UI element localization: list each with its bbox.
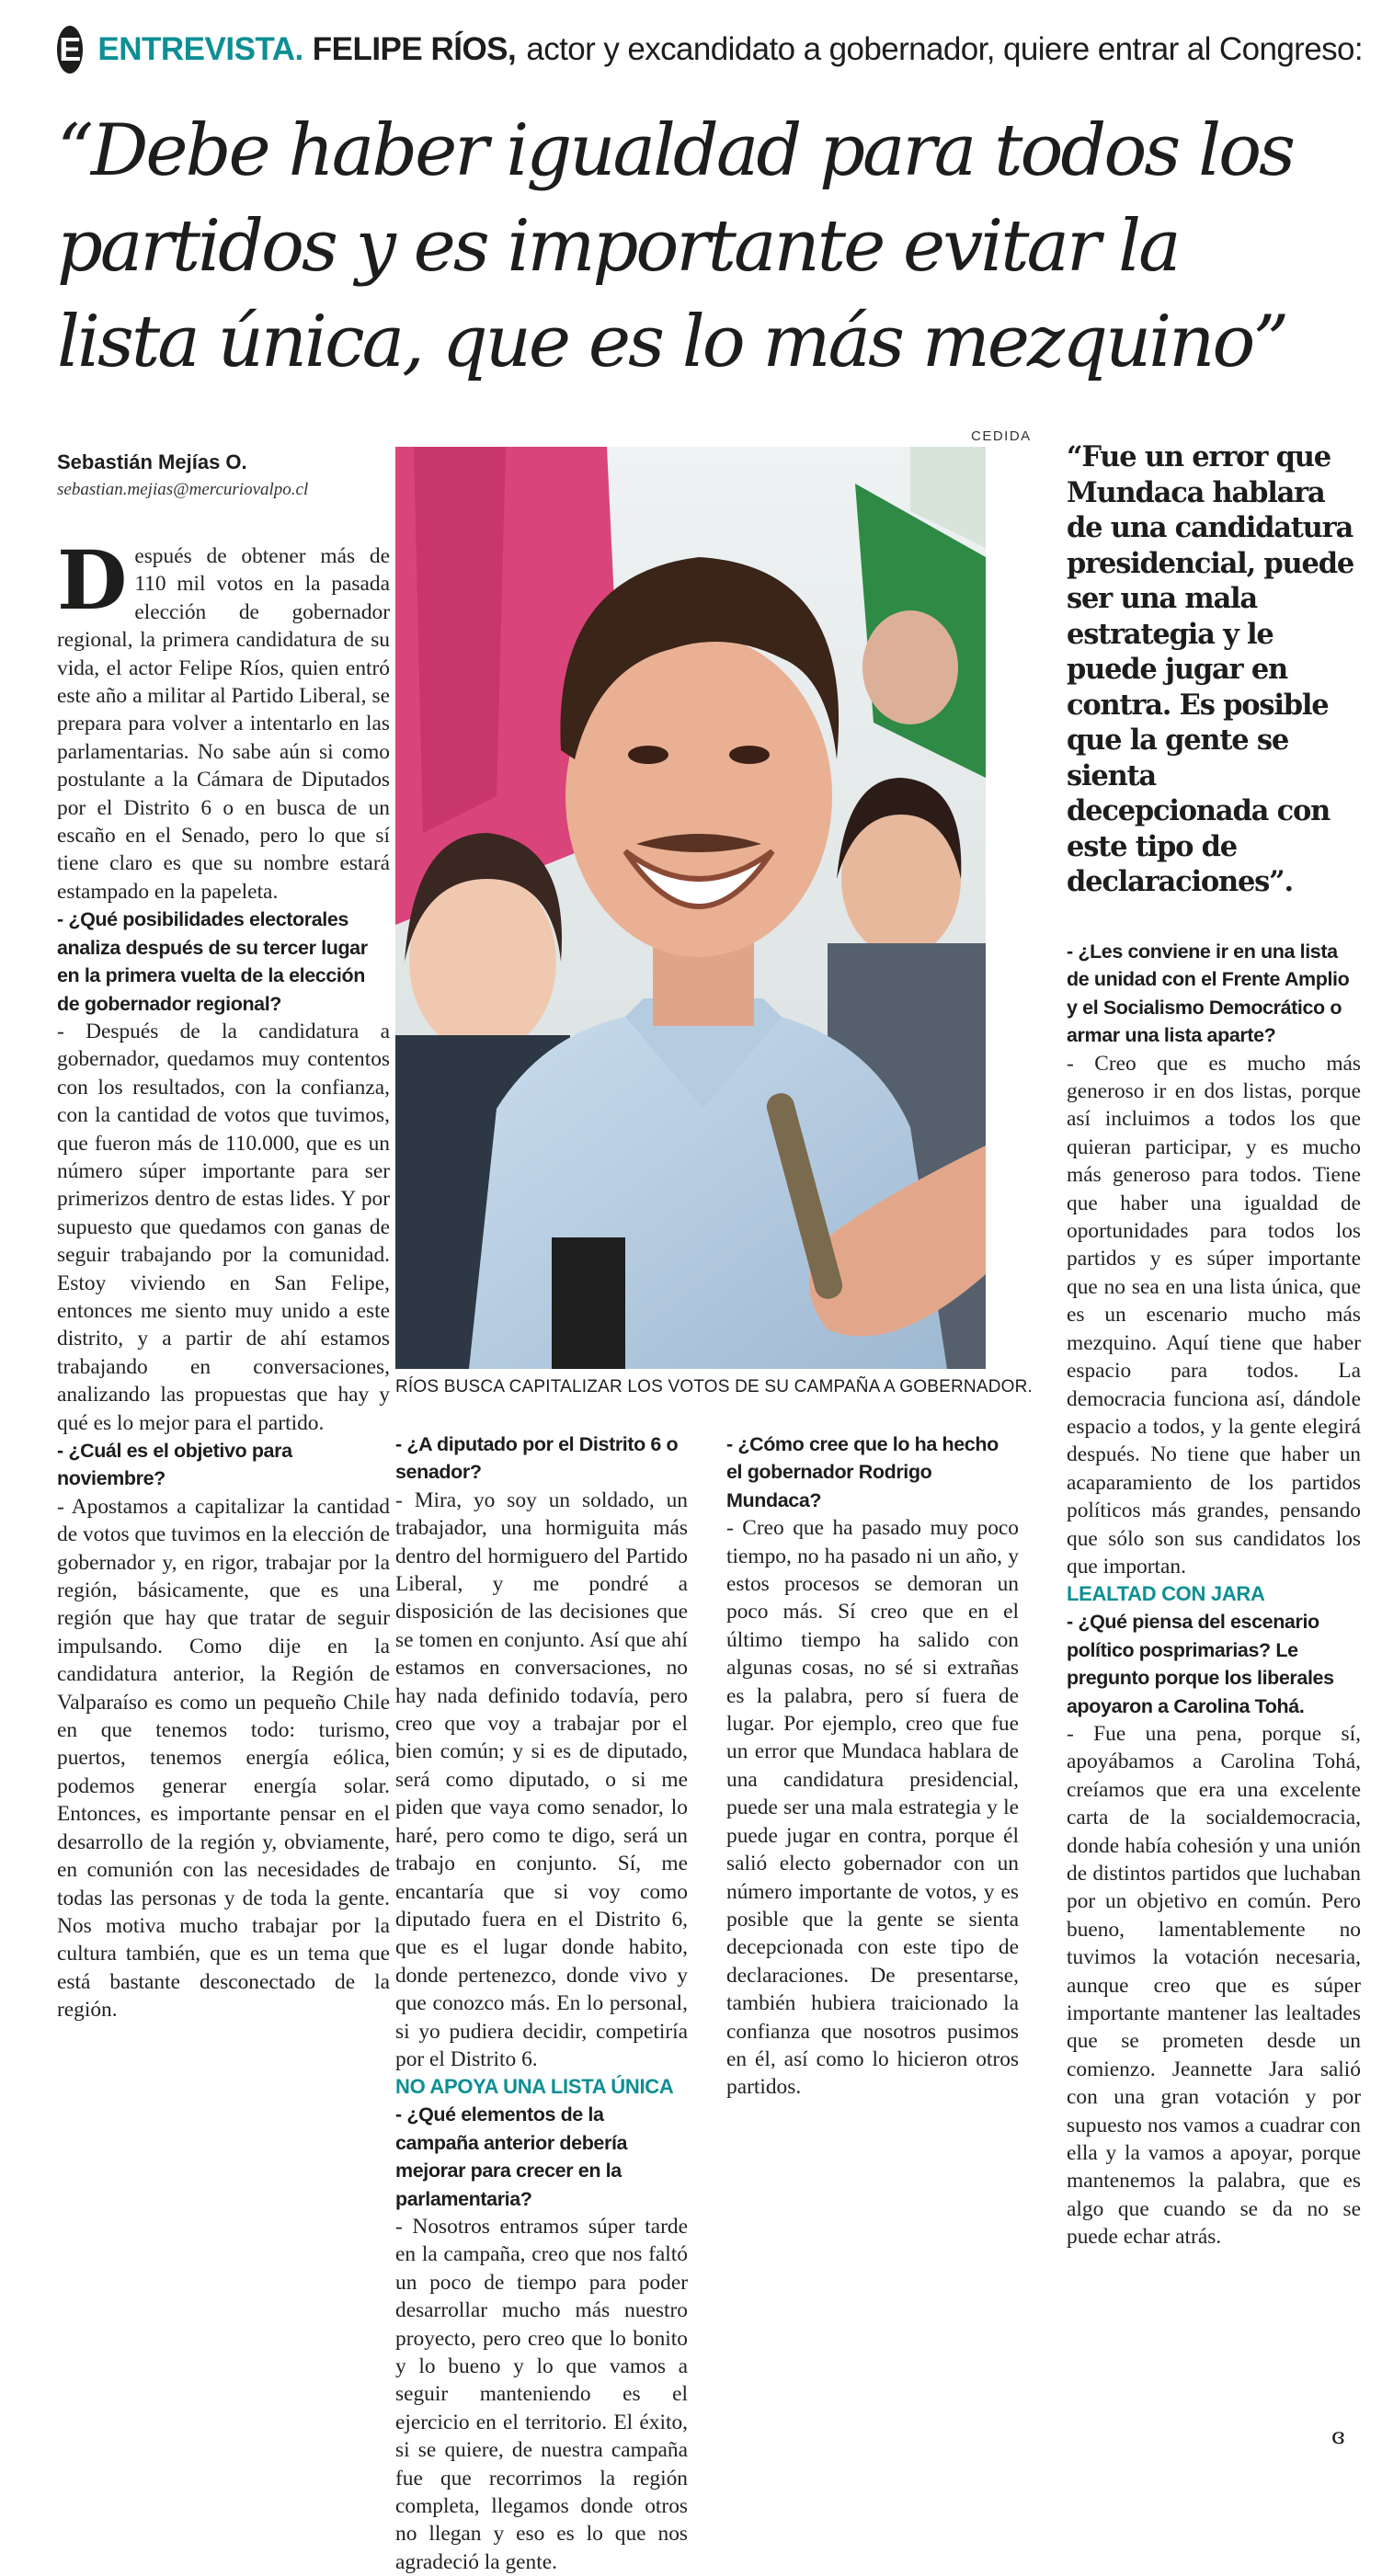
answer-3: - Mira, yo soy un soldado, un trabajador, una hormiguita más dentro del hormiguero del Partido Liberal, y me pondré a disposición de las decisiones que se tomen en conjunto. Así que ahí estamos en conversaciones, no hay nada definido todavía, pero creo que voy a trabajar por el bien común; y si es de diputado, será como diputado, o si me piden que vaya como senador, lo haré, pero como te digo, será un trabajo en conjunto. Sí, me encantaría que si voy como diputado fuera en el Distrito 6, que es el lugar donde habito, donde pertenezco, donde vivo y que conozco más. En lo personal, si yo pudiera decidir, competiría por el Distrito 6. (395, 1487, 688, 2071)
question-5: - ¿Cómo cree que lo ha hecho el gobernador Rodrigo Mundaca? (726, 1433, 999, 1511)
drop-cap: D (57, 532, 128, 628)
section-label: ENTREVISTA. (97, 31, 303, 67)
answer-4: - Nosotros entramos súper tarde en la campaña, creo que nos faltó un poco de tiempo para poder desarrollar mucho más nuestro proyecto, pero creo que lo bonito y lo bueno y lo que vamos a seguir manteniendo es el ejercicio en el territorio. El éxito, si se quiere, de nuestra campaña fue que recorrimos la región completa, llegamos donde otros no llegan y eso es lo que nos agradeció la gente. (395, 2214, 688, 2574)
kicker-line (57, 22, 1363, 77)
headline-line-2: partidos y es importante evitar la (57, 205, 1179, 288)
subheading-lealtad: LEALTAD CON JARA (1067, 1582, 1265, 1606)
lead-paragraph: Después de obtener más de 110 mil votos en la pasada elección de gobernador regional, la primera candidatura de su vida, el actor Felipe Ríos, quien entró este año a militar al Partido Liberal, se prepara para volver a intentarlo en las parlamentarias. No sabe aún si como postulante a la Cámara de Diputados por el Distrito 6 o en busca de un escaño en el Senado, pero lo que sí tiene claro es que su nombre estará estampado en la papeleta. (57, 532, 390, 904)
photo-illustration (395, 447, 986, 1369)
question-1: - ¿Qué posibilidades electorales analiza después de su tercer lugar en la primera vuelta de la elección de gobernador regional? (57, 908, 368, 1015)
article-column-4 (1067, 938, 1361, 2251)
headline-line-3: lista única, que es lo más mezquino” (57, 301, 1287, 383)
interview-photo (395, 447, 986, 1369)
headline (57, 103, 1344, 390)
question-6: - ¿Les conviene ir en una lista de unidad con el Frente Amplio y el Socialismo Democrático o armar una lista aparte? (1067, 940, 1350, 1047)
photo-caption: RÍOS BUSCA CAPITALIZAR LOS VOTOS DE SU CAMPAÑA A GOBERNADOR. (395, 1377, 1034, 1396)
question-3: - ¿A diputado por el Distrito 6 o senador? (395, 1433, 679, 1484)
answer-1: - Después de la candidatura a gobernador, quedamos muy contentos con los resultados, con la confianza, con la cantidad de votos que tuvimos, que fueron más de 110.000, que es un número súper importante para ser primerizos dentro de estas lides. Y por supuesto que quedamos con ganas de seguir trabajando por la comunidad. Estoy viviendo en San Felipe, entonces me siento muy unido a este distrito, y a partir de ahí estamos trabajando en conversaciones, analizando las propuestas que hay y qué es lo mejor para el partido. (57, 1019, 390, 1435)
section-badge: E (57, 26, 83, 74)
end-of-article-mark: ɞ (1331, 2423, 1345, 2449)
article-column-3 (726, 1430, 1019, 2102)
article-column-2 (395, 1430, 688, 2576)
question-7: - ¿Qué piensa del escenario político posprimarias? Le pregunto porque los liberales apoyaron a Carolina Tohá. (1067, 1611, 1334, 1717)
interviewee-name: FELIPE RÍOS, (312, 31, 517, 67)
headline-line-1: “Debe haber igualdad para todos los (57, 109, 1294, 192)
article-column-1 (57, 532, 390, 2024)
answer-6: - Creo que es mucho más generoso ir en dos listas, porque así incluimos a todos los que quieran participar, y es mucho más generoso para todos. Tiene que haber una igualdad de oportunidades para todos los partidos y es súper importante que no sea en una lista única, que es un escenario mucho más mezquino. Aquí tiene que haber espacio para todos. La democracia funciona así, dándole espacio a todos, y la gente elegirá después. No tiene que haber un acaparamiento de los partidos políticos más grandes, pensando que sólo son sus candidatos los que importan. (1067, 1051, 1361, 1579)
answer-2: - Apostamos a capitalizar la cantidad de votos que tuvimos en la elección de gobernador y, en rigor, trabajar por la región, básicamente, que es una región que hay que tratar de seguir impulsando. Como dije en la candidatura anterior, la Región de Valparaíso es como un pequeño Chile en que tenemos todo: turismo, puertos, tenemos energía eólica, podemos generar energía solar. Entonces, es importante pensar en el desarrollo de la región y, obviamente, en comunión con las necesidades de todas las personas y de toda la gente. Nos motiva mucho trabajar por la cultura también, que es un tema que está bastante desconectado de la región. (57, 1494, 390, 2023)
byline-email: sebastian.mejias@mercuriovalpo.cl (57, 480, 309, 499)
question-2: - ¿Cuál es el objetivo para noviembre? (57, 1440, 292, 1490)
photo-credit: CEDIDA (971, 428, 1032, 444)
question-4: - ¿Qué elementos de la campaña anterior debería mejorar para crecer en la parlamentaria? (395, 2103, 628, 2210)
answer-5: - Creo que ha pasado muy poco tiempo, no ha pasado ni un año, y estos procesos se demoran un poco más. Sí creo que en el último tiempo ha salido con algunas cosas, no sé si extrañas es la palabra, pero sí fuera de lugar. Por ejemplo, creo que fue un error que Mundaca hablara de una candidatura presidencial, puede ser una mala estrategia y le puede jugar en contra, porque él salió electo gobernador con un número importante de votos, y es posible que la gente se sienta decepcionada con este tipo de declaraciones. De presentarse, también hubiera traicionado la confianza que nosotros pusimos en él, así como lo hicieron otros partidos. (726, 1516, 1019, 2100)
subheading-no-apoya: NO APOYA UNA LISTA ÚNICA (395, 2075, 674, 2099)
kicker-description: actor y excandidato a gobernador, quiere entrar al Congreso: (526, 31, 1363, 67)
pull-quote: “Fue un error que Mundaca hablara de una candidatura presidencial, puede ser una mala estrategia y le puede jugar en contra. Es posible que la gente se sienta decepcionada con este tipo de declaraciones”. (1067, 440, 1354, 898)
byline-author: Sebastián Mejías O. (57, 450, 247, 473)
answer-7: - Fue una pena, porque sí, apoyábamos a Carolina Tohá, creíamos que era una excelente carta de la socialdemocracia, donde había cohesión y una unión de distintos partidos que luchaban por un objetivo en común. Pero bueno, lamentablemente no tuvimos la votación necesaria, aunque creo que es súper importante mantener las lealtades que se prometen desde un comienzo. Jeannette Jara salió con una gran votación y por supuesto nos vamos a cuadrar con ella y la vamos a apoyar, porque mantenemos la palabra, que es algo que cuando se da no se puede echar atrás. (1067, 1721, 1361, 2250)
